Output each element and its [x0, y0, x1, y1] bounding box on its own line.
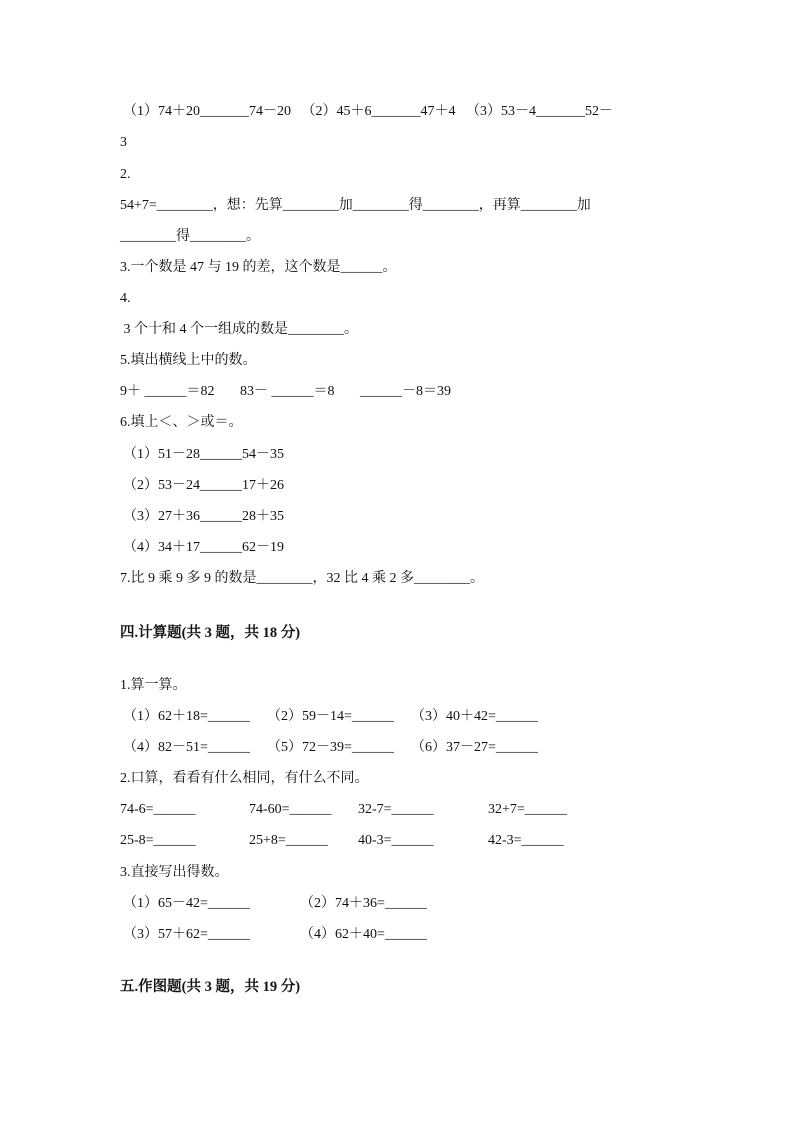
- calc-q3-item: （3）57＋62=______: [123, 927, 250, 942]
- calc-q1-item: （5）72－39=______: [267, 740, 394, 755]
- q1-compare-line-wrap: 3: [120, 135, 127, 150]
- calc-q2-item: 25+8=______: [249, 833, 328, 848]
- q1-compare-line: （1）74＋20_______74－20 （2）45＋6_______47＋4 （3）53－4_______52－: [123, 104, 613, 119]
- q6-compare-item: （2）53－24______17＋26: [123, 478, 284, 493]
- q7-multiply-question: 7.比 9 乘 9 多 9 的数是________，32 比 4 乘 2 多________。: [120, 571, 484, 586]
- calc-q2-item: 32+7=______: [488, 802, 567, 817]
- calc-q2-item: 74-60=______: [249, 802, 332, 817]
- calc-q2-title: 2.口算，看看有什么相同，有什么不同。: [120, 771, 369, 786]
- calc-q1-item: （3）40＋42=______: [411, 709, 538, 724]
- section-heading-calculation: 四.计算题(共 3 题，共 18 分): [120, 625, 301, 641]
- calc-q2-item: 42-3=______: [488, 833, 564, 848]
- calc-q2-item: 40-3=______: [358, 833, 434, 848]
- calc-q1-item: （4）82－51=______: [123, 740, 250, 755]
- section-heading-drawing: 五.作图题(共 3 题，共 19 分): [120, 979, 301, 995]
- q2-number: 2.: [120, 167, 131, 182]
- q5-blank-item: ______－8＝39: [360, 384, 451, 399]
- q4-tens-ones-question: 3 个十和 4 个一组成的数是________。: [120, 322, 358, 337]
- calc-q1-title: 1.算一算。: [120, 678, 187, 693]
- q5-title: 5.填出横线上中的数。: [120, 353, 257, 368]
- q6-compare-item: （1）51－28______54－35: [123, 447, 284, 462]
- calc-q2-item: 32-7=______: [358, 802, 434, 817]
- calc-q2-item: 25-8=______: [120, 833, 196, 848]
- q6-title: 6.填上＜、＞或＝。: [120, 415, 243, 430]
- calc-q3-item: （1）65－42=______: [123, 896, 250, 911]
- calc-q1-item: （2）59－14=______: [267, 709, 394, 724]
- calc-q1-item: （6）37－27=______: [411, 740, 538, 755]
- calc-q3-item: （2）74＋36=______: [300, 896, 427, 911]
- q4-number: 4.: [120, 291, 131, 306]
- calc-q3-title: 3.直接写出得数。: [120, 865, 229, 880]
- q3-difference-question: 3.一个数是 47 与 19 的差，这个数是______。: [120, 260, 397, 275]
- q6-compare-item: （4）34＋17______62－19: [123, 540, 284, 555]
- calc-q3-item: （4）62＋40=______: [300, 927, 427, 942]
- q2-mental-math-line-wrap: ________得________。: [120, 229, 260, 244]
- q5-blank-item: 83－ ______＝8: [240, 384, 335, 399]
- q5-blank-item: 9＋ ______＝82: [120, 384, 215, 399]
- q6-compare-item: （3）27＋36______28＋35: [123, 509, 284, 524]
- calc-q2-item: 74-6=______: [120, 802, 196, 817]
- calc-q1-item: （1）62＋18=______: [123, 709, 250, 724]
- q2-mental-math-line: 54+7=________，想：先算________加________得________，再算________加: [120, 198, 591, 213]
